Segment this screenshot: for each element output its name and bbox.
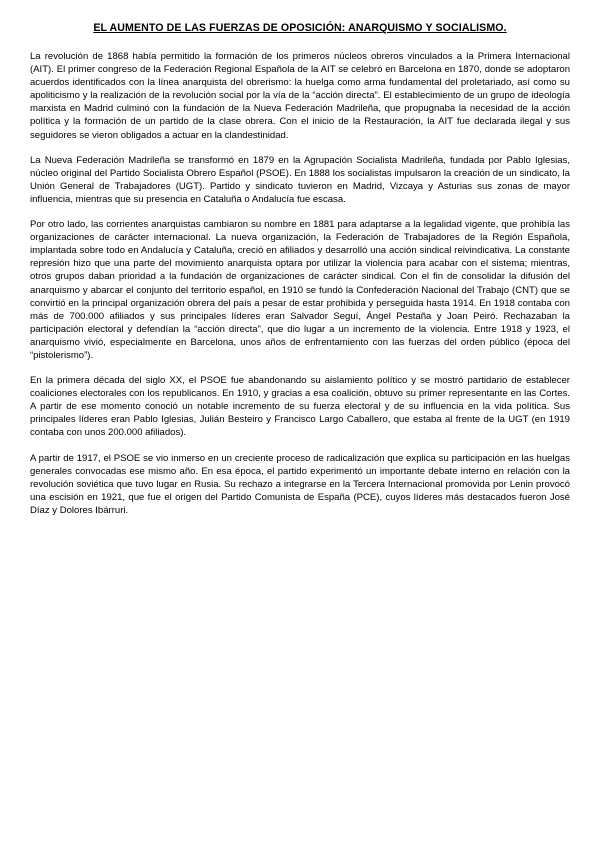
paragraph-psoe-early-20th-century: En la primera década del siglo XX, el PSOE fue abandonando su aislamiento político y se mostró partidario de establecer coaliciones electorales con los republicanos. En 1910, y gracias a esa coalición, obtuvo su primer representante en las Cortes. A partir de ese momento conoció un notable incremento de su fuerza electoral y de su influencia en la vida política. Sus principales líderes eran Pablo Iglesias, Julián Besteiro y Francisco Largo Caballero, que estaba al frente de la UGT (en 1919 contaba con unos 200.000 afiliados). <box>30 375 570 439</box>
paragraph-psoe-ugt-founding: La Nueva Federación Madrileña se transformó en 1879 en la Agrupación Socialista Madrileña, fundada por Pablo Iglesias, núcleo original del Partido Socialista Obrero Español (PSOE). En 1888 los socialistas impulsaron la creación de un sindicato, la Unión General de Trabajadores (UGT). Partido y sindicato tuvieron en Madrid, Vizcaya y Asturias sus zonas de mayor influencia, mientras que su presencia en Cataluña o Andalucía fue escasa. <box>30 154 570 205</box>
document-page <box>30 22 570 529</box>
paragraph-psoe-radicalization-pce: A partir de 1917, el PSOE se vio inmerso en un creciente proceso de radicalización que explica su participación en las huelgas generales convocadas ese mismo año. En esa época, el partido experimentó un importante debate interno en relación con la revolución soviética que tuvo lugar en Rusia. Su rechazo a integrarse en la Tercera Internacional promovida por Lenin provocó una escisión en 1921, que fue el origen del Partido Comunista de España (PCE), cuyos líderes más destacados fueron José Díaz y Dolores Ibárruri. <box>30 452 570 516</box>
paragraph-1868-revolution: La revolución de 1868 había permitido la formación de los primeros núcleos obreros vinculados a la Primera Internacional (AIT). El primer congreso de la Federación Regional Española de la AIT se celebró en Barcelona en 1870, donde se adoptaron acuerdos identificados con la línea anarquista del obrerismo: la huelga como arma fundamental del proletariado, así como su apoliticismo y la realización de la revolución social por la vía de la “acción directa”. El establecimiento de un grupo de ideología marxista en Madrid culminó con la fundación de la Nueva Federación Madrileña, que propugnaba la necesidad de la acción política y la formación de un partido de la clase obrera. Con el inicio de la Restauración, la AIT fue declarada ilegal y sus seguidores se vieron obligados a actuar en la clandestinidad. <box>30 51 570 141</box>
paragraph-anarchism-cnt: Por otro lado, las corrientes anarquistas cambiaron su nombre en 1881 para adaptarse a la legalidad vigente, que prohibía las organizaciones de carácter internacional. La nueva organización, la Federación de Trabajadores de la Región Española, implantada sobre todo en Andalucía y Cataluña, creció en afiliados y desarrolló una acción sindical reivindicativa. La constante represión hizo que una parte del movimiento anarquista optara por utilizar la violencia para acabar con el sistema; mientras, otros grupos daban prioridad a la fundación de organizaciones de carácter sindical. Con el fin de consolidar la difusión del anarquismo y abarcar el conjunto del territorio español, en 1910 se fundó la Confederación Nacional del Trabajo (CNT) que se convirtió en la principal organización obrera del país a pesar de estar prohibida y perseguida hasta 1914. En 1918 contaba con más de 700.000 afiliados y sus principales líderes eran Salvador Seguí, Ángel Pestaña y Joan Peiró. Rechazaban la participación electoral y defendían la “acción directa”, que dio lugar a un incremento de la violencia. Entre 1918 y 1923, el anarquismo vivió, especialmente en Barcelona, unos años de enfrentamiento con las fuerzas del orden público (época del “pistolerismo”). <box>30 219 570 361</box>
document-title: EL AUMENTO DE LAS FUERZAS DE OPOSICIÓN: ANARQUISMO Y SOCIALISMO. <box>93 22 507 34</box>
